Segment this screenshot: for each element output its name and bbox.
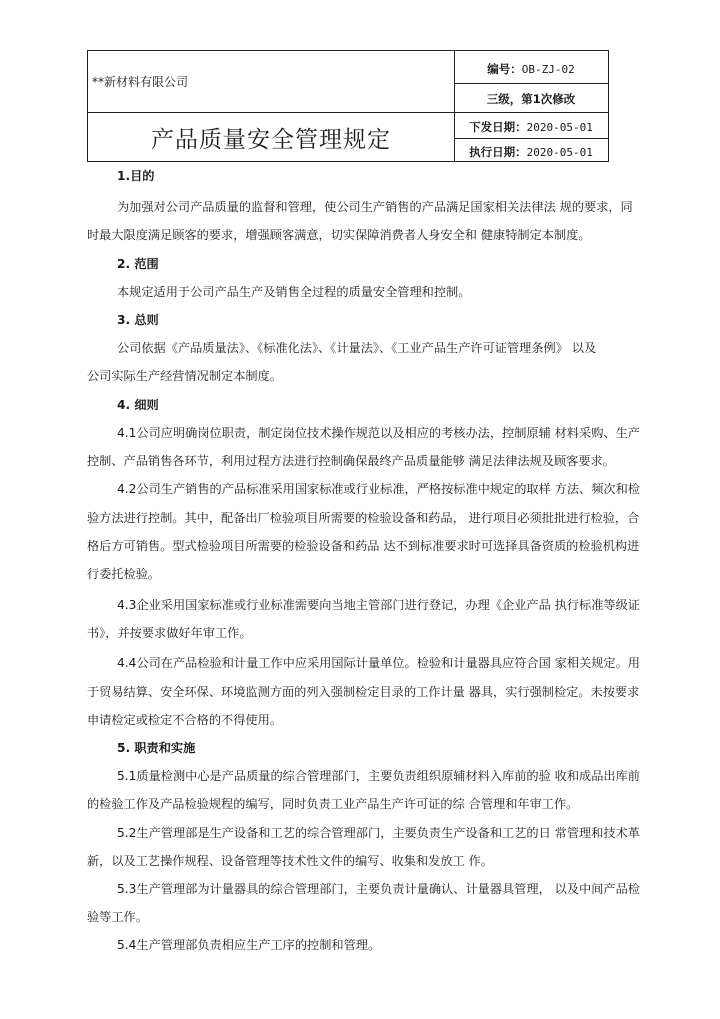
code-label: 编号： (487, 62, 522, 76)
section-heading: 2. 范围 (117, 257, 159, 271)
issue-date (454, 119, 608, 135)
company-name: **新材料有限公司 (92, 75, 189, 89)
paragraph-line: 新，以及工艺操作规程、设备管理等技术性文件的编写、收集和发放工 作。 (87, 854, 494, 868)
paragraph-line: 验方法进行控制。其中，配备出厂检验项目所需要的检验设备和药品， 进行项目必须批批进行检验，合 (87, 511, 640, 525)
table-divider (454, 83, 608, 84)
paragraph-line: 5.3生产管理部为计量器具的综合管理部门，主要负责计量确认、计量器具管理， 以及中间产品检 (117, 882, 640, 896)
paragraph-line: 申请检定或检定不合格的不得使用。 (87, 713, 282, 727)
execution-date-value: 2020-05-01 (526, 146, 593, 159)
section-heading: 3. 总则 (117, 313, 159, 327)
paragraph-line: 4.3企业采用国家标准或行业标准需要向当地主管部门进行登记，办理《企业产品 执行标准等级证 (117, 598, 640, 612)
paragraph-line: 4.2公司生产销售的产品标准采用国家标准或行业标准，严格按标准中规定的取样 方法、频次和检 (117, 482, 640, 496)
execution-date-label: 执行日期： (469, 145, 527, 159)
document-title: 产品质量安全管理规定 (151, 127, 391, 153)
paragraph-line: 公司实际生产经营情况制定本制度。 (87, 369, 282, 383)
table-divider (454, 112, 608, 113)
paragraph-line: 5.2生产管理部是生产设备和工艺的综合管理部门，主要负责生产设备和工艺的日 常管理和技术革 (117, 826, 640, 840)
paragraph-line: 4.4公司在产品检验和计量工作中应采用国际计量单位。检验和计量器具应符合国 家相关规定。用 (117, 656, 640, 670)
issue-date-label: 下发日期： (469, 120, 527, 134)
paragraph-line: 公司依据《产品质量法》、《标准化法》、《计量法》、《工业产品生产许可证管理条例》 以及 (117, 341, 597, 355)
revision-level: 三级，第1次修改 (486, 92, 576, 106)
code-value: OB-ZJ-02 (521, 63, 575, 76)
table-divider (88, 112, 454, 113)
section-heading: 1.目的 (117, 169, 155, 183)
paragraph-line: 5.4生产管理部负责相应生产工序的控制和管理。 (117, 938, 381, 952)
section-heading: 4. 细则 (117, 398, 159, 412)
execution-date (454, 144, 608, 160)
issue-date-value: 2020-05-01 (526, 121, 593, 134)
document-code (454, 61, 608, 77)
paragraph-line: 5.1质量检测中心是产品质量的综合管理部门，主要负责组织原辅材料入库前的验 收和成品出库前 (117, 769, 640, 783)
paragraph-line: 格后方可销售。型式检验项目所需要的检验设备和药品 达不到标准要求时可选择具备资质的检验机构进 (87, 539, 640, 553)
paragraph-line: 行委托检验。 (87, 567, 161, 581)
paragraph-line: 验等工作。 (87, 910, 148, 924)
paragraph-line: 书》，并按要求做好年审工作。 (87, 626, 252, 640)
header-table (87, 50, 609, 162)
paragraph-line: 本规定适用于公司产品生产及销售全过程的质量安全管理和控制。 (117, 285, 471, 299)
paragraph-line: 4.1公司应明确岗位职责，制定岗位技术操作规范以及相应的考核办法，控制原辅 材料采购、生产 (117, 426, 640, 440)
paragraph-line: 时最大限度满足顾客的要求，增强顾客满意，切实保障消费者人身安全和 健康特制定本制度。 (87, 228, 591, 242)
paragraph-line: 控制、产品销售各环节，利用过程方法进行控制确保最终产品质量能够 满足法律法规及顾客要求。 (87, 454, 615, 468)
section-heading: 5. 职责和实施 (117, 741, 196, 755)
paragraph-line: 的检验工作及产品检验规程的编写，同时负责工业产品生产许可证的综 合管理和年审工作。 (87, 797, 579, 811)
paragraph-line: 为加强对公司产品质量的监督和管理，使公司生产销售的产品满足国家相关法律法 规的要求，同 (117, 200, 633, 214)
table-divider (454, 138, 608, 139)
paragraph-line: 于贸易结算、安全环保、环境监测方面的列入强制检定目录的工作计量 器具，实行强制检定。未按要求 (87, 685, 640, 699)
